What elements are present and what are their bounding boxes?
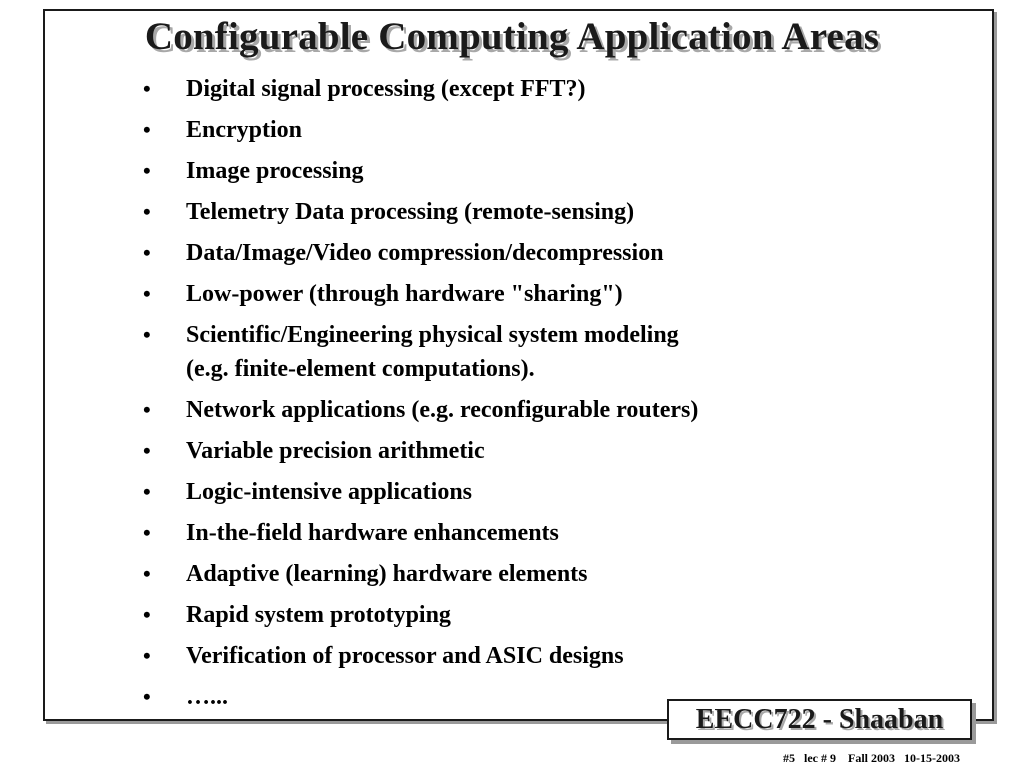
bullet-text: Network applications (e.g. reconfigurable routers): [186, 397, 699, 423]
bullet-list: [143, 72, 698, 721]
bullet-icon: •: [143, 643, 151, 668]
bullet-text: In-the-field hardware enhancements: [186, 520, 559, 546]
list-item: [143, 516, 698, 550]
bullet-text: Digital signal processing (except FFT?): [186, 76, 586, 102]
bullet-text: Low-power (through hardware "sharing"): [186, 281, 623, 307]
bullet-icon: •: [143, 520, 151, 545]
list-item: [143, 72, 698, 106]
bullet-text: Verification of processor and ASIC designs: [186, 643, 624, 669]
bullet-icon: •: [143, 684, 151, 709]
bullet-text: Scientific/Engineering physical system modeling (e.g. finite-element computations).: [186, 322, 679, 382]
bullet-icon: •: [143, 561, 151, 586]
bullet-text: Variable precision arithmetic: [186, 438, 485, 464]
list-item: [143, 393, 698, 427]
bullet-text: Telemetry Data processing (remote-sensing): [186, 199, 635, 225]
list-item: [143, 434, 698, 468]
list-item: [143, 195, 698, 229]
list-item: [143, 236, 698, 270]
bullet-text: Rapid system prototyping: [186, 602, 451, 628]
list-item: [143, 154, 698, 188]
bullet-text: Encryption: [186, 117, 303, 143]
bullet-icon: •: [143, 240, 151, 265]
bullet-text: Image processing: [186, 158, 364, 184]
bullet-icon: •: [143, 76, 151, 101]
list-item: [143, 680, 698, 714]
slide-footer: #5 lec # 9 Fall 2003 10-15-2003: [783, 751, 960, 765]
bullet-text: Logic-intensive applications: [186, 479, 473, 505]
bullet-text: …...: [186, 684, 228, 710]
bullet-icon: •: [143, 199, 151, 224]
bullet-icon: •: [143, 117, 151, 142]
bullet-icon: •: [143, 438, 151, 463]
bullet-icon: •: [143, 479, 151, 504]
bullet-icon: •: [143, 397, 151, 422]
course-badge-label: EECC722 - Shaaban: [695, 703, 944, 735]
bullet-icon: •: [143, 322, 151, 347]
list-item: [143, 475, 698, 509]
bullet-icon: •: [143, 281, 151, 306]
course-badge: [667, 699, 972, 740]
bullet-icon: •: [143, 602, 151, 627]
slide-title: Configurable Computing Application Areas: [144, 15, 880, 58]
list-item: [143, 277, 698, 311]
list-item: [143, 557, 698, 591]
list-item: [143, 113, 698, 147]
bullet-text: Data/Image/Video compression/decompression: [186, 240, 664, 266]
list-item: [143, 318, 698, 386]
list-item: [143, 639, 698, 673]
bullet-icon: •: [143, 158, 151, 183]
bullet-text: Adaptive (learning) hardware elements: [186, 561, 588, 587]
list-item: [143, 598, 698, 632]
